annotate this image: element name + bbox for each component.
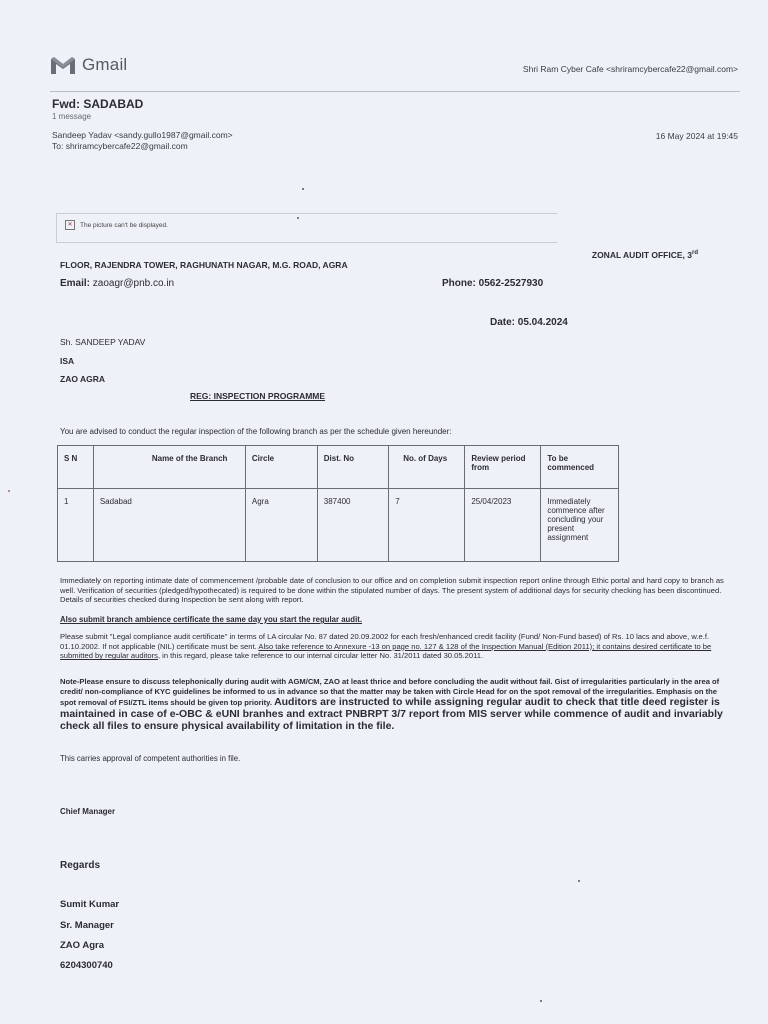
account-label: Shri Ram Cyber Cafe <shriramcybercafe22@gmail.com> [522, 64, 738, 74]
recipient-name: Sh. SANDEEP YADAV [60, 337, 146, 347]
letter-reference: REG: INSPECTION PROGRAMME [190, 391, 326, 401]
col-circle: Circle [245, 446, 317, 489]
scan-speck [578, 880, 580, 882]
regards: Regards [60, 860, 101, 871]
recipient-office: ZAO AGRA [60, 374, 106, 384]
col-review: Review period from [465, 446, 541, 489]
gmail-envelope-icon [50, 56, 76, 75]
scan-speck [8, 490, 10, 492]
recipient-role: ISA [60, 356, 75, 366]
col-sn: S N [58, 446, 94, 489]
recipient-line: To: shriramcybercafe22@gmail.com [52, 141, 188, 151]
email-value: zaoagr@pnb.co.in [92, 278, 175, 289]
ambience-instruction: Also submit branch ambience certificate the same day you start the regular audit. [60, 615, 362, 624]
note-paragraph [60, 677, 730, 732]
approval-line: This carries approval of competent authorities in file. [60, 754, 241, 763]
inspection-schedule-table [57, 445, 619, 562]
broken-image [65, 220, 168, 230]
col-dist-no: Dist. No [317, 446, 388, 489]
note-text: Note-Please ensure to discuss telephonically during audit with AGM/CM, ZAO at least thrice and before concluding the audit without fail. Gist of irregularities particularly in the area of credit/ non-compliance of KYC guidelines be informed to us in advance so that the matter may be taken with Circle Head for on the spot removal of the irregularities. Emphasis on the spot removal of FSI/ZTL items should be given top priority. [60, 677, 720, 708]
chief-manager: Chief Manager [60, 807, 116, 816]
signatory-title: Sr. Manager [60, 920, 114, 931]
header-divider [50, 91, 740, 92]
table-row [58, 489, 619, 562]
gmail-logo [50, 55, 127, 75]
table-header-row [58, 446, 619, 489]
col-commence: To be commenced [541, 446, 619, 489]
circular-reference: , in this regard, please take reference to our internal circular letter No. 31/2011 dated 30.05.2011. [157, 651, 484, 661]
scan-speck [540, 1000, 542, 1002]
signatory-office: ZAO Agra [60, 940, 104, 951]
cell-branch: Sadabad [93, 489, 245, 562]
gmail-wordmark: Gmail [82, 55, 128, 74]
email-label: Email: [60, 278, 91, 289]
signatory-phone: 6204300740 [60, 960, 113, 971]
broken-image-icon: ✕ [65, 220, 75, 230]
office-address: FLOOR, RAJENDRA TOWER, RAGHUNATH NAGAR, M.G. ROAD, AGRA [60, 260, 348, 270]
office-email [60, 278, 174, 289]
letter-date: Date: 05.04.2024 [490, 317, 568, 328]
annexure-reference: Also take reference to Annexure -13 on page no. 127 & 128 of the Inspection Manual (Edition 2011); it contains desired certificate to be submitted by regular auditors [60, 641, 712, 661]
cell-circle: Agra [245, 489, 317, 562]
office-phone: Phone: 0562-2527930 [442, 278, 544, 289]
cell-days: 7 [389, 489, 465, 562]
legal-compliance-text: Please submit "Legal compliance audit certificate" in terms of LA circular No. 87 dated 20.09.2002 for each fresh/enhanced credit facility (Fund/ Non-Fund based) of Rs. 10 lacs and above, w.e.f. 01.10.2002. If not applicable (NIL) certificate must be sent. [60, 632, 710, 651]
scan-speck [297, 217, 299, 219]
zonal-office-text: ZONAL AUDIT OFFICE, 3 [591, 250, 692, 260]
legal-compliance-paragraph [60, 632, 730, 661]
cell-review: 25/04/2023 [465, 489, 541, 562]
col-branch: Name of the Branch [93, 446, 245, 489]
instructions-paragraph: Immediately on reporting intimate date of commencement /probable date of conclusion to our office and on completion submit inspection report online through Ethic portal and hard copy to branch as well. Verification of securities (pledged/hypothecated) is required to be done within the stipulated number of days. The present system of additional days for security checking has been discontinued. Details of securities checked during Inspection be sent along with report. [60, 576, 724, 605]
note-emphasis: Auditors are instructed to while assigning regular audit to check that title deed register is maintained in case of e-OBC & eUNI branhes and extract PNBRPT 3/7 report from MIS server while commence of audit and invariably check all files to ensure physical availability of limitation in the file. [60, 696, 723, 733]
broken-image-text: The picture can't be displayed. [80, 221, 168, 229]
cell-sn: 1 [58, 489, 94, 562]
col-days: No. of Days [389, 446, 465, 489]
zonal-office [592, 250, 698, 260]
scan-speck [302, 188, 304, 190]
cell-dist-no: 387400 [317, 489, 388, 562]
intro-sentence: You are advised to conduct the regular inspection of the following branch as per the schedule given hereunder: [60, 427, 452, 436]
zonal-office-sup: rd [692, 250, 698, 257]
cell-commence: Immediately commence after concluding your present assignment [541, 489, 619, 562]
email-subject: Fwd: SADABAD [52, 97, 144, 111]
email-timestamp: 16 May 2024 at 19:45 [655, 131, 738, 141]
message-count: 1 message [52, 112, 92, 121]
signatory-name: Sumit Kumar [60, 899, 120, 910]
sender-line: Sandeep Yadav <sandy.gullo1987@gmail.com> [52, 130, 233, 140]
